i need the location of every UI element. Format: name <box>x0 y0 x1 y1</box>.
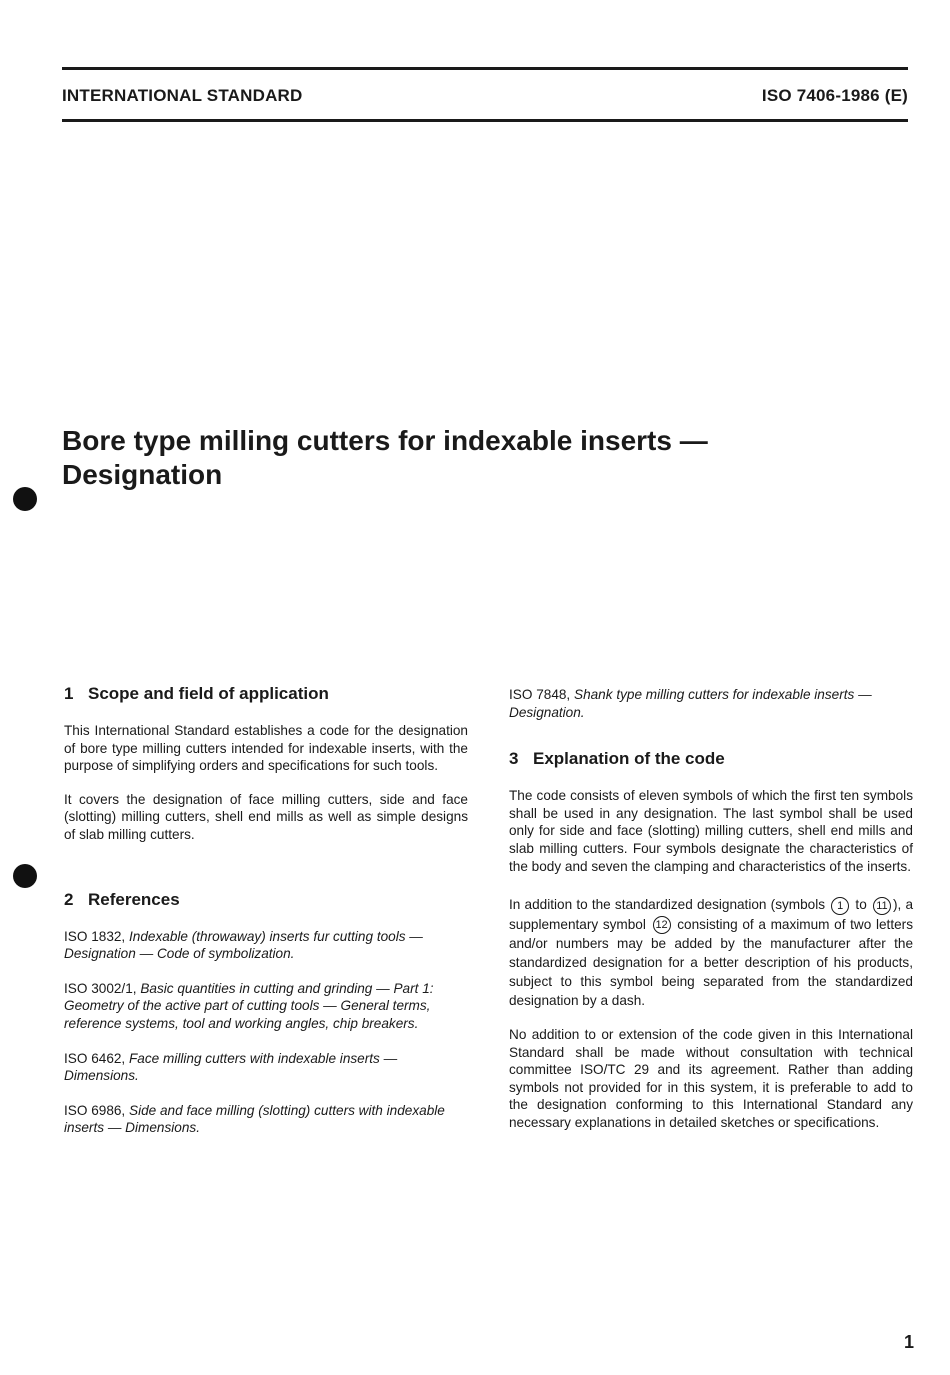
page-number: 1 <box>903 1332 914 1352</box>
reference-title: Side and face milling (slotting) cutters with indexable inserts — Dimensions. <box>64 1102 445 1136</box>
paragraph-text: to <box>855 897 867 913</box>
symbol-1-circled: 1 <box>831 897 849 915</box>
header-top-rule <box>62 67 908 70</box>
reference-code: ISO 3002/1, <box>64 980 137 996</box>
left-column <box>64 684 468 1154</box>
symbol-11-circled: 11 <box>873 897 891 915</box>
reference-title: Indexable (throwaway) inserts fur cutting tools — Designation — Code of symbolization. <box>64 928 423 962</box>
section-3-paragraph-1: The code consists of eleven symbols of which the first ten symbols shall be used in any designation. The last symbol shall be used only for side and face (slotting) milling cutters, shell end mills and slab milling cutters. Four symbols designate the characteristics of the body and seven the clamping and characteristics of the inserts. <box>509 788 913 874</box>
section-1-paragraph-2: It covers the designation of face milling cutters, side and face (slotting) milling cutters, shell end mills as well as simple designs of slab milling cutters. <box>64 791 468 842</box>
reference-item <box>64 1050 468 1085</box>
reference-code: ISO 7848, <box>509 687 571 702</box>
reference-code: ISO 1832, <box>64 928 126 944</box>
title-line-1: Bore type milling cutters for indexable inserts — <box>62 425 708 456</box>
standard-number: ISO 7406-1986 (E) <box>761 86 908 105</box>
section-3-heading <box>509 749 913 769</box>
punch-hole-mark-lower <box>13 864 37 888</box>
section-1-heading <box>64 684 468 704</box>
paragraph-text: ), a supplementary symbol <box>509 897 913 932</box>
reference-title: Basic quantities in cutting and grinding — Part 1: Geometry of the active part of cutting tools — General terms, reference systems, tool and working angles, chip breakers. <box>64 980 434 1031</box>
paragraph-text: consisting of a maximum of two letters and/or numbers may be added by the manufacturer after the standardized designation for a better description of his products, subject to this symbol being separated from the standardized designation by a dash. <box>509 916 913 1008</box>
section-3-number: 3 <box>509 749 519 769</box>
reference-code: ISO 6462, <box>64 1050 126 1066</box>
document-title <box>62 424 862 492</box>
section-2-heading <box>64 890 468 910</box>
punch-hole-mark-upper <box>13 487 37 511</box>
reference-item <box>64 1102 468 1137</box>
section-1-paragraph-1: This International Standard establishes a code for the designation of bore type milling cutters intended for indexable inserts, with the purpose of simplifying orders and specifications for such tools. <box>64 723 468 774</box>
right-column <box>509 686 913 1148</box>
section-3-paragraph-3: No addition to or extension of the code given in this International Standard shall be made without consultation with technical committee ISO/TC 29 and its agreement. Rather than adding symbols not provided for in this system, it is preferable to add to the designation conforming to this International Standard any necessary explanations in detailed sketches or specifications. <box>509 1026 913 1130</box>
reference-title: Face milling cutters with indexable inserts — Dimensions. <box>64 1050 398 1084</box>
symbol-12-circled: 12 <box>653 916 671 934</box>
reference-title: Shank type milling cutters for indexable inserts — Designation. <box>509 687 872 720</box>
standard-label: INTERNATIONAL STANDARD <box>62 86 303 105</box>
section-3-title: Explanation of the code <box>533 749 725 769</box>
reference-item <box>64 980 468 1033</box>
header-bottom-rule <box>62 119 908 122</box>
reference-item <box>509 686 913 721</box>
section-1-number: 1 <box>64 684 74 703</box>
section-3-paragraph-2 <box>509 895 913 1010</box>
reference-code: ISO 6986, <box>64 1102 126 1118</box>
title-line-2: Designation <box>62 459 223 490</box>
reference-item <box>64 928 468 963</box>
section-2-title: References <box>88 889 180 909</box>
paragraph-text: In addition to the standardized designation (symbols <box>509 897 826 913</box>
section-1-title: Scope and field of application <box>88 684 329 703</box>
section-2-number: 2 <box>64 889 74 909</box>
